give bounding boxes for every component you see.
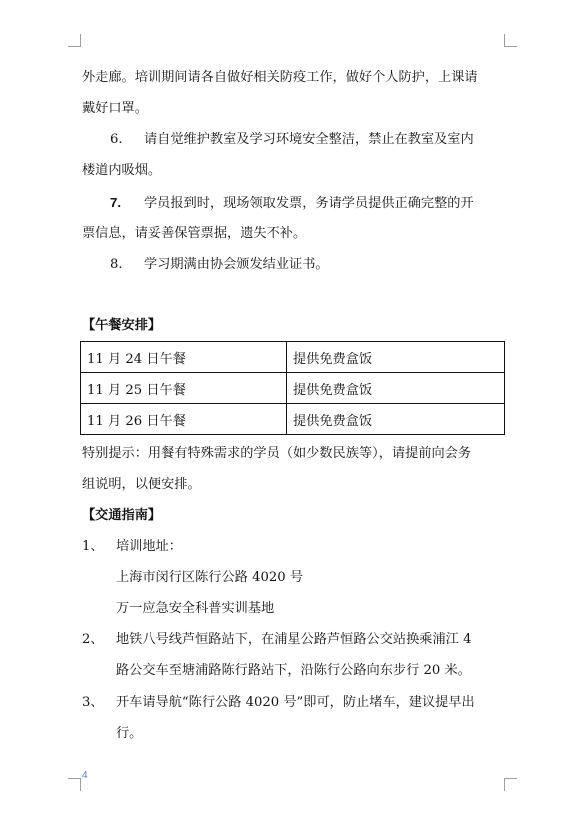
lunch-table	[80, 341, 505, 435]
item-number: 7.	[110, 195, 121, 210]
item-text: 学员报到时，现场领取发票，务请学员提供正确完整的开	[144, 196, 474, 211]
item-text: 学习期满由协会颁发结业证书。	[144, 257, 329, 272]
lunch-meal-cell: 提供免费盒饭	[287, 373, 505, 404]
notice-item-6-line2: 楼道内吸烟。	[82, 163, 162, 178]
crop-mark-bottom-right	[504, 778, 517, 791]
lunch-note-line2: 组说明，以便安排。	[82, 477, 201, 492]
item-text: 地铁八号线芦恒路站下，在浦星公路芦恒路公交站换乘浦江 4	[116, 632, 472, 647]
table-row	[81, 342, 505, 373]
crop-mark-top-left	[68, 34, 81, 47]
item-number: 2、	[82, 632, 104, 647]
crop-mark-bottom-left	[68, 778, 81, 791]
crop-mark-top-right	[504, 34, 517, 47]
page-number: 4	[82, 770, 88, 781]
item-number: 3、	[82, 695, 104, 710]
traffic-item-2	[82, 632, 471, 648]
notice-item-7-line2: 票信息，请妥善保管票据，遗失不补。	[82, 226, 307, 241]
lunch-date-cell: 11 月 25 日午餐	[81, 373, 287, 404]
traffic-heading: 【交通指南】	[82, 508, 162, 523]
item-text: 开车请导航“陈行公路 4020 号”即可，防止堵车，建议提早出	[116, 695, 475, 710]
item-number: 1、	[82, 539, 104, 554]
notice-continued-line1: 外走廊。培训期间请各自做好相关防疫工作，做好个人防护，上课请	[82, 70, 478, 85]
notice-item-7	[110, 195, 474, 212]
item-text: 培训地址：	[116, 539, 182, 554]
lunch-meal-cell: 提供免费盒饭	[287, 404, 505, 435]
lunch-note-line1: 特别提示：用餐有特殊需求的学员（如少数民族等），请提前向会务	[82, 446, 472, 461]
table-row	[81, 373, 505, 404]
lunch-date-cell: 11 月 26 日午餐	[81, 404, 287, 435]
table-row	[81, 404, 505, 435]
notice-continued-line2: 戴好口罩。	[82, 101, 148, 116]
lunch-date-cell: 11 月 24 日午餐	[81, 342, 287, 373]
item-number: 6.	[110, 132, 123, 147]
training-address-line2: 万一应急安全科普实训基地	[116, 601, 275, 616]
item-text: 请自觉维护教室及学习环境安全整洁，禁止在教室及室内	[144, 132, 474, 147]
notice-item-8	[110, 257, 329, 273]
lunch-heading: 【午餐安排】	[82, 318, 162, 333]
lunch-meal-cell: 提供免费盒饭	[287, 342, 505, 373]
item-number: 8.	[110, 257, 123, 272]
traffic-item-1	[82, 539, 182, 555]
traffic-item-3-line2: 行。	[116, 726, 143, 741]
notice-item-6	[110, 132, 474, 148]
traffic-item-2-line2: 路公交车至塘浦路陈行路站下，沿陈行公路向东步行 20 米。	[116, 663, 471, 678]
training-address-line1: 上海市闵行区陈行公路 4020 号	[116, 570, 304, 585]
traffic-item-3	[82, 695, 475, 711]
